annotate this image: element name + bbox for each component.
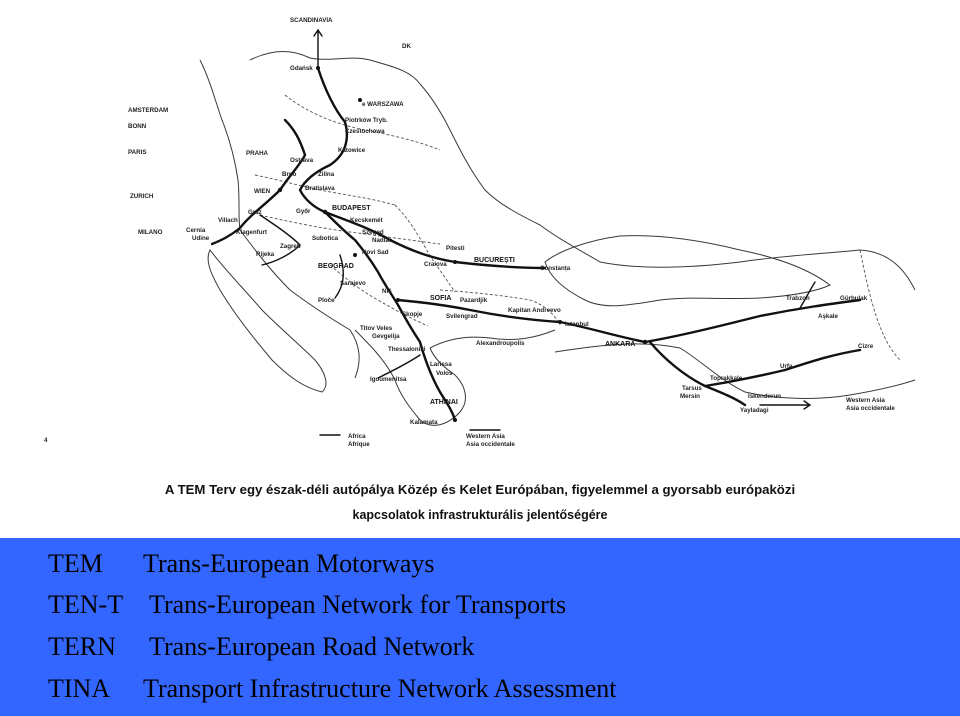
label-amsterdam: AMSTERDAM <box>128 107 169 114</box>
label-subotica: Subotica <box>312 235 339 242</box>
label-bucuresti: BUCUREȘTI <box>474 257 515 264</box>
label-afrique: Afrique <box>348 441 370 448</box>
label-craiova: Craiova <box>424 261 447 268</box>
label-western-asia-right: Western Asia <box>846 397 885 404</box>
city-dot-budapest <box>323 210 327 214</box>
label-zilina: Žilina <box>318 171 335 178</box>
label-skopje: Skopje <box>402 311 423 318</box>
city-dot-athinai <box>453 418 457 422</box>
label-kalamata: Kalamata <box>410 419 438 426</box>
label-czestochowa: Czestochowa <box>345 128 385 135</box>
label-tarsus: Tarsus <box>682 385 702 392</box>
label-svilengrad: Svilengrad <box>446 313 478 320</box>
label-rijeka: Rijeka <box>256 251 275 258</box>
label-zurich: ZURICH <box>130 193 154 200</box>
label-dk: DK <box>402 43 411 50</box>
tem-road-igoumenitsa <box>378 355 420 378</box>
label-piotrkow: Piotrków Tryb. <box>345 117 388 124</box>
city-dot-sofia <box>396 298 400 302</box>
label-cizre: Cizre <box>858 343 874 350</box>
label-wien: WIEN <box>254 188 271 195</box>
city-dot-wien <box>278 188 282 192</box>
label-milano: MILANO <box>138 229 163 236</box>
label-zagreb: Zagreb <box>280 243 301 250</box>
legend-abbr: TERN <box>48 632 116 661</box>
label-bratislava: Bratislava <box>305 185 335 192</box>
label-scandinavia: SCANDINAVIA <box>290 17 333 24</box>
label-titov-veles: Titov Veles <box>360 325 393 332</box>
label-thessaloniki: Thessaloniki <box>388 346 426 353</box>
western-coast-north <box>200 60 240 230</box>
label-toprakkale: Toprakkale <box>710 375 743 382</box>
label-volos: Volos <box>436 370 453 377</box>
label-katowice: Katowice <box>338 147 366 154</box>
city-dot-ankara <box>643 340 647 344</box>
label-klagenfurt: Klagenfurt <box>236 229 267 236</box>
label-ankara: ANKARA <box>605 341 636 348</box>
label-novi-sad: Novi Sad <box>362 249 389 256</box>
tem-road-sofia-istanbul-ankara <box>398 300 860 342</box>
label-asia-occidentale-bottom: Asia occidentale <box>466 441 515 448</box>
label-bonn: BONN <box>128 123 147 130</box>
map-caption-line-2: kapcsolatok infrastrukturális jelentőségére <box>352 508 608 522</box>
label-askale: Aşkale <box>818 313 838 320</box>
label-sarajevo: Sarajevo <box>340 280 366 287</box>
label-villach: Villach <box>218 217 238 224</box>
tem-road-wien-praha <box>280 120 305 190</box>
tem-road-sarajevo-ploce <box>335 255 343 298</box>
label-yeyladagi: Yayladagi <box>740 407 769 414</box>
label-cernia: Cernia <box>186 227 206 234</box>
label-szeged: Szeged <box>362 229 384 236</box>
label-warszawa: e WARSZAWA <box>362 101 404 108</box>
label-trabzon: Trabzon <box>786 295 810 302</box>
label-larissa: Larissa <box>430 361 452 368</box>
label-iskenderun: Iskenderun <box>748 393 782 400</box>
label-africa: Africa <box>348 433 366 440</box>
label-budapest: BUDAPEST <box>332 205 371 212</box>
label-praha: PRAHA <box>246 150 269 157</box>
label-kapitan-andreevo: Kapitan Andreevo <box>508 307 561 314</box>
legend-row-tern <box>48 632 475 662</box>
legend-desc: Transport Infrastructure Network Assessment <box>143 674 617 703</box>
label-istanbul: Istanbul <box>565 321 589 328</box>
label-urfa: Urfa <box>780 363 793 370</box>
city-dot-gdansk <box>316 66 320 70</box>
label-constanta: Constanța <box>540 265 571 272</box>
city-dot-bucuresti <box>453 260 457 264</box>
label-gdansk: Gdańsk <box>290 65 313 72</box>
legend-abbr: TEN-T <box>48 590 124 619</box>
label-nadlac: Nadlac <box>372 237 393 244</box>
label-gyor: Győr <box>296 208 311 215</box>
label-asia-occidentale-right: Asia occidentale <box>846 405 895 412</box>
label-western-asia-bottom: Western Asia <box>466 433 505 440</box>
legend-row-tem <box>48 549 435 579</box>
city-dot-istanbul <box>558 320 562 324</box>
legend-desc: Trans-European Network for Transports <box>149 590 567 619</box>
label-sofia: SOFIA <box>430 295 452 302</box>
legend-abbr: TINA <box>48 674 111 703</box>
label-udine: Udine <box>192 235 210 242</box>
acronym-legend-panel <box>0 538 960 716</box>
label-igoumenitsa: Igoumenitsa <box>370 376 407 383</box>
legend-row-tina <box>48 674 617 704</box>
legend-abbr: TEM <box>48 549 103 578</box>
label-pitesti: Pitesti <box>446 245 465 252</box>
label-athinai: ATHINAI <box>430 399 458 406</box>
eastern-border-outline <box>450 130 915 290</box>
label-gevgelija: Gevgelija <box>372 333 400 340</box>
city-dot-beograd <box>353 253 357 257</box>
label-ostrava: Ostrava <box>290 157 314 164</box>
arrow-scandinavia <box>314 30 322 68</box>
label-pazardjik: Pazardjik <box>460 297 488 304</box>
map-caption-line-1: A TEM Terv egy észak-déli autópálya Közép és Kelet Európában, figyelemmel a gyorsabb európaközi <box>164 482 796 497</box>
legend-desc: Trans-European Motorways <box>143 549 435 578</box>
legend-desc: Trans-European Road Network <box>149 632 475 661</box>
label-gurbulak: Gürbulak <box>840 295 868 302</box>
label-graz: Graz <box>248 209 262 216</box>
label-brno: Brno <box>282 171 297 178</box>
label-ploce: Ploče <box>318 297 335 304</box>
italy-coast <box>208 250 326 392</box>
legend-row-ten-t <box>48 590 567 620</box>
label-beograd: BEOGRAD <box>318 263 354 270</box>
label-mersin: Mersin <box>680 393 700 400</box>
label-kecskemet: Kecskemét <box>350 217 383 224</box>
label-paris: PARIS <box>128 149 147 156</box>
label-alexandroupolis: Alexandroupolis <box>476 340 525 347</box>
label-nis: Niš <box>382 288 392 295</box>
label-corner-mark: 4 <box>44 437 48 444</box>
turkey-south-coast <box>555 344 915 399</box>
